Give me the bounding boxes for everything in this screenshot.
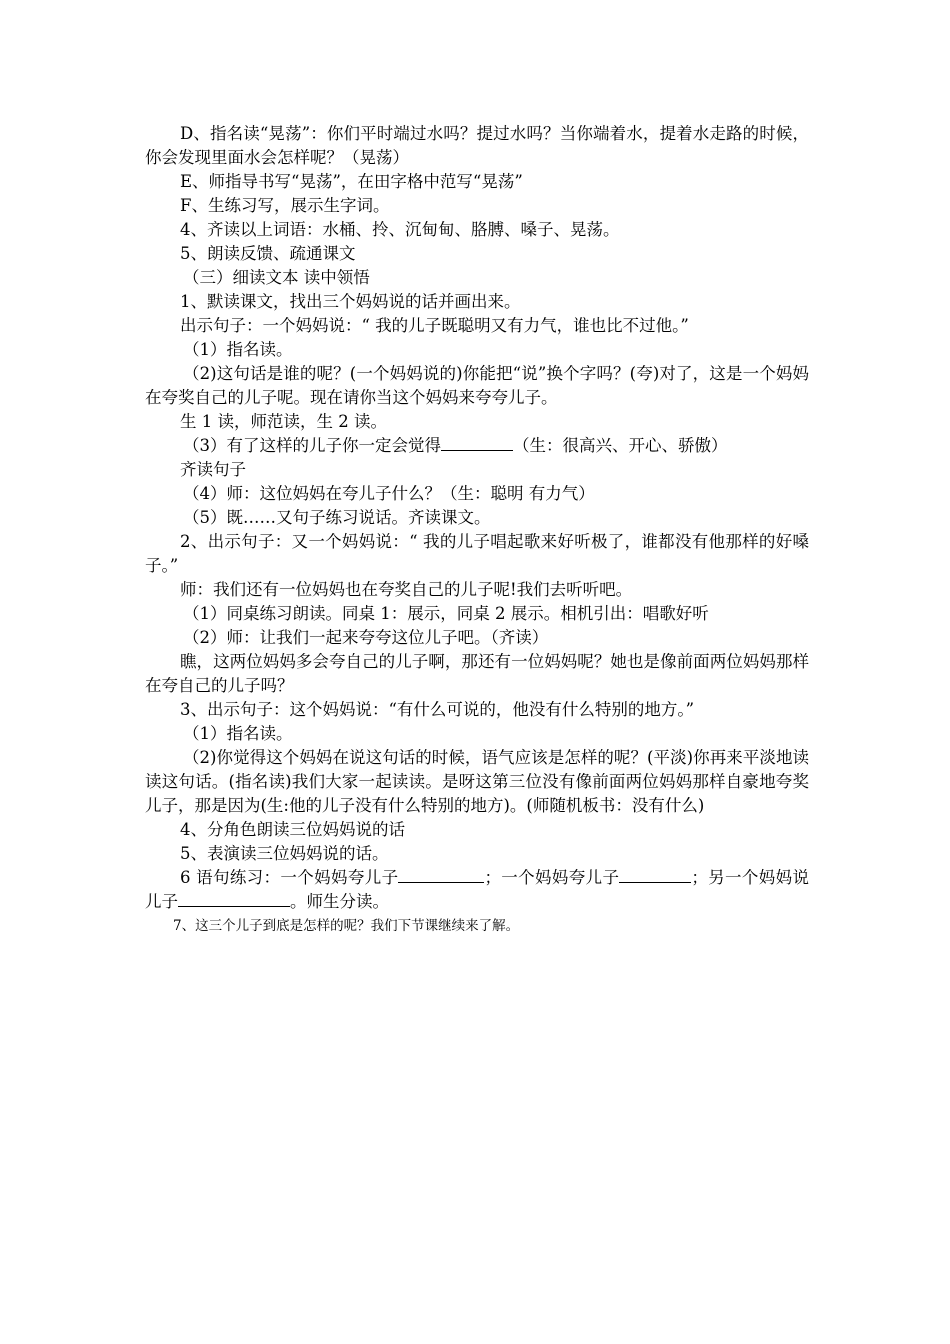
practice-part-1: 6 语句练习：一个妈妈夸儿子 — [180, 868, 399, 887]
practice-part-3: ；另一个妈妈说儿子 — [145, 868, 809, 911]
paragraph-e-write: E、师指导书写“晃荡”，在田字格中范写“晃荡” — [180, 172, 523, 191]
paragraph-item-5: （5）既……又句子练习说话。齐读课文。 — [183, 508, 491, 527]
paragraph-item-1b: （1）指名读。 — [183, 724, 293, 743]
item-3-text: （3）有了这样的儿子你一定会觉得 — [183, 436, 441, 455]
paragraph-f-practice: F、生练习写，展示生字词。 — [180, 196, 390, 215]
paragraph-item-1: （1）指名读。 — [183, 340, 293, 359]
fill-blank — [178, 890, 290, 907]
paragraph-item-4: （4）师：这位妈妈在夸儿子什么？（生：聪明 有力气） — [183, 484, 595, 503]
paragraph-transition: 瞧，这两位妈妈多会夸自己的儿子啊，那还有一位妈妈呢？她也是像前面两位妈妈那样在夸自己的儿子吗？ — [145, 652, 809, 695]
paragraph-item-3 — [145, 434, 809, 458]
paragraph-item-2: （2)这句话是谁的呢？(一个妈妈说的)你能把“说”换个字吗？(夸)对了，这是一个妈妈在夸奖自己的儿子呢。现在请你当这个妈妈来夸夸儿子。 — [145, 364, 809, 407]
paragraph-act-read: 5、表演读三位妈妈说的话。 — [180, 844, 389, 863]
fill-blank — [619, 866, 691, 883]
paragraph-sentence-practice — [145, 866, 809, 914]
paragraph-read-feedback: 5、朗读反馈、疏通课文 — [180, 244, 356, 263]
paragraph-next-lesson: 7、这三个儿子到底是怎样的呢？我们下节课继续来了解。 — [173, 918, 520, 934]
paragraph-read-order: 生 1 读，师范读，生 2 读。 — [180, 412, 387, 431]
paragraph-teacher-intro: 师：我们还有一位妈妈也在夸奖自己的儿子呢!我们去听听吧。 — [180, 580, 633, 599]
paragraph-d-huangdang: D、指名读“晃荡”：你们平时端过水吗？提过水吗？当你端着水，提着水走路的时候，你会发现里面水会怎样呢？（晃荡） — [145, 124, 809, 167]
practice-part-2: ；一个妈妈夸儿子 — [484, 868, 620, 887]
paragraph-item-2b: （2)你觉得这个妈妈在说这句话的时候，语气应该是怎样的呢？(平淡)你再来平淡地读读这句话。(指名读)我们大家一起读读。是呀这第三位没有像前面两位妈妈那样自豪地夸奖儿子，那是因为(生:他的儿子没有什么特别的地方)。(师随机板书：没有什么) — [145, 748, 809, 815]
paragraph-sentence-3: 3、出示句子：这个妈妈说：“有什么可说的，他没有什么特别的地方。” — [180, 700, 695, 719]
practice-part-4: 。师生分读。 — [290, 892, 389, 911]
paragraph-deskmate-read: （1）同桌练习朗读。同桌 1：展示，同桌 2 展示。相机引出：唱歌好听 — [183, 604, 709, 623]
section-heading-3: （三）细读文本 读中领悟 — [183, 268, 370, 287]
fill-blank — [398, 866, 484, 883]
paragraph-read-words: 4、齐读以上词语：水桶、拎、沉甸甸、胳膊、嗓子、晃荡。 — [180, 220, 620, 239]
paragraph-read-together: 齐读句子 — [180, 460, 246, 479]
item-3-answer: （生：很高兴、开心、骄傲） — [513, 436, 728, 455]
paragraph-sentence-1: 出示句子：一个妈妈说：“ 我的儿子既聪明又有力气，谁也比不过他。” — [180, 316, 689, 335]
fill-blank — [441, 434, 513, 451]
paragraph-silent-read: 1、默读课文，找出三个妈妈说的话并画出来。 — [180, 292, 521, 311]
paragraph-praise-together: （2）师：让我们一起来夸夸这位儿子吧。（齐读） — [183, 628, 549, 647]
paragraph-role-read: 4、分角色朗读三位妈妈说的话 — [180, 820, 405, 839]
lesson-plan-body — [145, 122, 809, 938]
paragraph-sentence-2: 2、出示句子：又一个妈妈说：“ 我的儿子唱起歌来好听极了，谁都没有他那样的好嗓子。” — [145, 532, 809, 575]
